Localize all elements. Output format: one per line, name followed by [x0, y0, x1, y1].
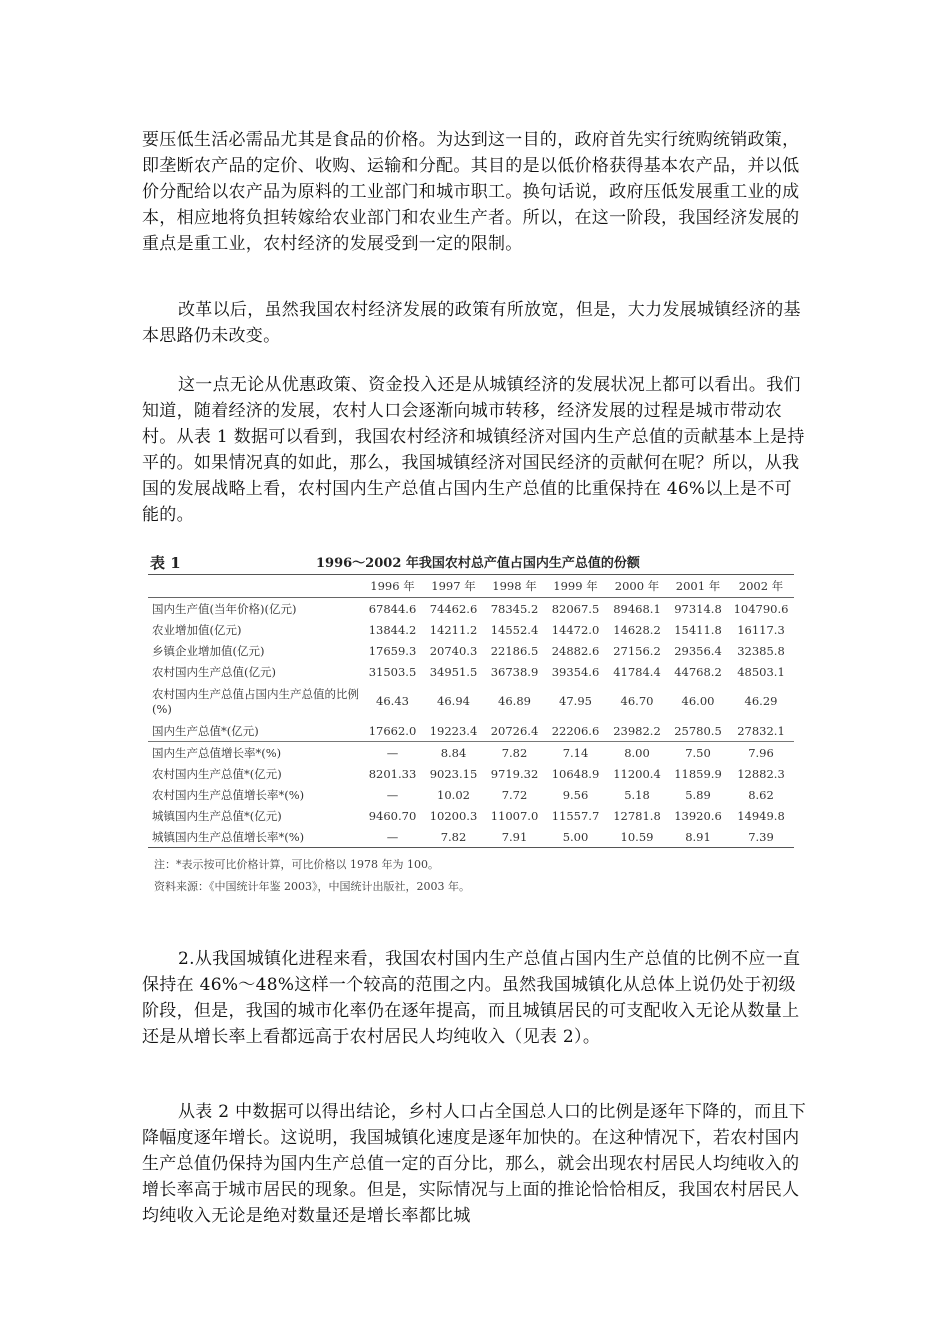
- table-cell: 46.43: [376, 694, 409, 708]
- table-cell: 9023.15: [429, 766, 478, 781]
- table-cell: 39354.6: [551, 664, 600, 679]
- data-table: [148, 575, 794, 848]
- table-cell: 11557.7: [551, 808, 600, 823]
- table-row: [148, 826, 794, 848]
- table-row: [148, 720, 794, 742]
- table-cell: 14628.2: [613, 622, 661, 637]
- table-cell: 7.96: [728, 742, 794, 764]
- row-label: 城镇国内生产总值增长率*(%): [148, 826, 362, 848]
- table-cell: 74462.6: [429, 601, 478, 616]
- table-cell: 24882.6: [551, 643, 600, 658]
- table-cell: 34951.5: [429, 664, 478, 679]
- table-cell: 78345.2: [490, 601, 539, 616]
- table-cell: 27832.1: [737, 723, 785, 738]
- table-cell: 9719.32: [490, 766, 539, 781]
- table-cell: 36738.9: [490, 664, 539, 679]
- table-cell: 23982.2: [613, 723, 661, 738]
- table-cell: 7.39: [728, 826, 794, 848]
- table-cell: —: [362, 742, 423, 764]
- table-cell: 46.70: [620, 694, 654, 708]
- row-label: 农村国内生产总值*(亿元): [152, 766, 282, 781]
- table-cell: 22206.6: [551, 723, 600, 738]
- table-cell: 14472.0: [551, 622, 600, 637]
- paragraph-2: 改革以后，虽然我国农村经济发展的政策有所放宽，但是，大力发展城镇经济的基本思路仍未改变。: [142, 300, 801, 346]
- row-label: 农村国内生产总值占国内生产总值的比例(%): [152, 687, 359, 716]
- row-label: 国内生产总值增长率*(%): [148, 742, 362, 764]
- table-cell: 97314.8: [674, 601, 722, 616]
- table-cell: 7.14: [545, 742, 606, 764]
- table-cell: 89468.1: [613, 601, 661, 616]
- table-cell: 5.00: [545, 826, 606, 848]
- table-row: [148, 598, 794, 620]
- table-row: [148, 661, 794, 682]
- row-label: 国内生产总值*(亿元): [152, 723, 259, 738]
- table-cell: 46.89: [498, 694, 531, 708]
- paragraph-1: 要压低生活必需品尤其是食品的价格。为达到这一目的，政府首先实行统购统销政策，即垄断农产品的定价、收购、运输和分配。其目的是以低价格获得基本农产品，并以低价分配给以农产品为原料的工业部门和城市职工。换句话说，政府压低发展重工业的成本，相应地将负担转嫁给农业部门和农业生产者。所以，在这一阶段，我国经济发展的重点是重工业，农村经济的发展受到一定的限制。: [142, 130, 800, 254]
- year-header: 1996 年: [362, 575, 423, 598]
- table-cell: 5.89: [685, 787, 711, 802]
- table-cell: 27156.2: [613, 643, 661, 658]
- corner-cell: [148, 575, 362, 598]
- table-cell: —: [386, 787, 399, 802]
- table-cell: 7.91: [484, 826, 545, 848]
- table-row: [148, 742, 794, 764]
- table-cell: 20726.4: [490, 723, 539, 738]
- table-cell: 14211.2: [429, 622, 478, 637]
- year-header: 2001 年: [668, 575, 728, 598]
- table-cell: 22186.5: [490, 643, 539, 658]
- paragraph-5: 从表 2 中数据可以得出结论，乡村人口占全国总人口的比例是逐年下降的，而且下降幅度逐年增长。这说明，我国城镇化速度是逐年加快的。在这种情况下，若农村国内生产总值仍保持为国内生产总值一定的百分比，那么，就会出现农村居民人均纯收入的增长率高于城市居民的现象。但是，实际情况与上面的推论恰恰相反，我国农村居民人均纯收入无论是绝对数量还是增长率都比城: [142, 1102, 807, 1226]
- paragraph-3: 这一点无论从优惠政策、资金投入还是从城镇经济的发展状况上都可以看出。我们知道，随着经济的发展，农村人口会逐渐向城市转移，经济发展的过程是城市带动农村。从表 1 数据可以看到，我国农村经济和城镇经济对国内生产总值的贡献基本上是持平的。如果情况真的如此，那么，我国城镇经济对国民经济的贡献何在呢？所以，从我国的发展战略上看，农村国内生产总值占国内生产总值的比重保持在 46%以上是不可能的。: [142, 375, 805, 525]
- table-cell: 19223.4: [429, 723, 478, 738]
- table-cell: 7.50: [668, 742, 728, 764]
- year-header: 1999 年: [545, 575, 606, 598]
- year-header: 2002 年: [728, 575, 794, 598]
- table-cell: 25780.5: [674, 723, 722, 738]
- table-cell: 104790.6: [733, 601, 789, 616]
- table-cell: 8.84: [423, 742, 484, 764]
- table-cell: 8.62: [748, 787, 774, 802]
- year-header: 2000 年: [606, 575, 668, 598]
- table-cell: 29356.4: [674, 643, 722, 658]
- table-cell: 41784.4: [613, 664, 661, 679]
- table-cell: 16117.3: [737, 622, 785, 637]
- table-cell: 8.00: [606, 742, 668, 764]
- paragraph-4: 2.从我国城镇化进程来看，我国农村国内生产总值占国内生产总值的比例不应一直保持在 46%～48%这样一个较高的范围之内。虽然我国城镇化从总体上说仍处于初级阶段，但是，我国的城市化率仍在逐年提高，而且城镇居民的可支配收入无论从数量上还是从增长率上看都远高于农村居民人均纯收入（见表 2）。: [142, 949, 801, 1047]
- table-note: 注：*表示按可比价格计算，可比价格以 1978 年为 100。: [154, 858, 439, 871]
- table-cell: 12781.8: [613, 808, 661, 823]
- table-cell: 11007.0: [490, 808, 539, 823]
- row-label: 乡镇企业增加值(亿元): [152, 643, 265, 658]
- table-header-row: [148, 575, 794, 598]
- table-cell: 14552.4: [490, 622, 539, 637]
- table-cell: 8201.33: [368, 766, 417, 781]
- table-row: [148, 763, 794, 784]
- table-cell: 13844.2: [368, 622, 417, 637]
- table-cell: 46.29: [744, 694, 778, 708]
- table-source: 资料来源：《中国统计年鉴 2003》，中国统计出版社，2003 年。: [154, 880, 470, 893]
- table-cell: 47.95: [559, 694, 592, 708]
- row-label: 国内生产值(当年价格)(亿元): [152, 601, 297, 616]
- table-cell: 13920.6: [674, 808, 722, 823]
- table-cell: 48503.1: [737, 664, 785, 679]
- table-cell: 8.91: [668, 826, 728, 848]
- table-cell: —: [362, 826, 423, 848]
- table-cell: 14949.8: [737, 808, 785, 823]
- table-cell: 12882.3: [737, 766, 785, 781]
- row-label: 农业增加值(亿元): [152, 622, 242, 637]
- table-1-image: [148, 548, 794, 912]
- table-label: 表 1: [150, 554, 181, 572]
- table-cell: 82067.5: [551, 601, 600, 616]
- table-cell: 46.94: [437, 694, 470, 708]
- table-cell: 10.02: [437, 787, 470, 802]
- row-label: 农村国内生产总值(亿元): [152, 664, 276, 679]
- table-row: [148, 640, 794, 661]
- table-row: [148, 619, 794, 640]
- table-cell: 7.72: [501, 787, 528, 802]
- table-row: [148, 682, 794, 720]
- table-cell: 10.59: [606, 826, 668, 848]
- table-cell: 46.00: [681, 694, 715, 708]
- table-row: [148, 805, 794, 826]
- table-cell: 44768.2: [674, 664, 722, 679]
- table-cell: 7.82: [423, 826, 484, 848]
- table-cell: 7.82: [484, 742, 545, 764]
- table-cell: 5.18: [624, 787, 650, 802]
- year-header: 1997 年: [423, 575, 484, 598]
- table-cell: 17662.0: [368, 723, 417, 738]
- table-caption: [148, 548, 794, 575]
- table-cell: 11859.9: [674, 766, 722, 781]
- table-cell: 10200.3: [429, 808, 478, 823]
- row-label: 城镇国内生产总值*(亿元): [152, 808, 282, 823]
- table-row: [148, 784, 794, 805]
- table-cell: 17659.3: [368, 643, 417, 658]
- table-cell: 9460.70: [368, 808, 417, 823]
- table-cell: 32385.8: [737, 643, 785, 658]
- table-cell: 20740.3: [429, 643, 478, 658]
- table-cell: 9.56: [562, 787, 589, 802]
- table-cell: 11200.4: [613, 766, 661, 781]
- table-title: 1996～2002 年我国农村总产值占国内生产总值的份额: [316, 556, 640, 571]
- table-cell: 15411.8: [674, 622, 722, 637]
- year-header: 1998 年: [484, 575, 545, 598]
- table-cell: 31503.5: [368, 664, 417, 679]
- table-cell: 10648.9: [551, 766, 600, 781]
- row-label: 农村国内生产总值增长率*(%): [152, 787, 305, 802]
- table-cell: 67844.6: [368, 601, 417, 616]
